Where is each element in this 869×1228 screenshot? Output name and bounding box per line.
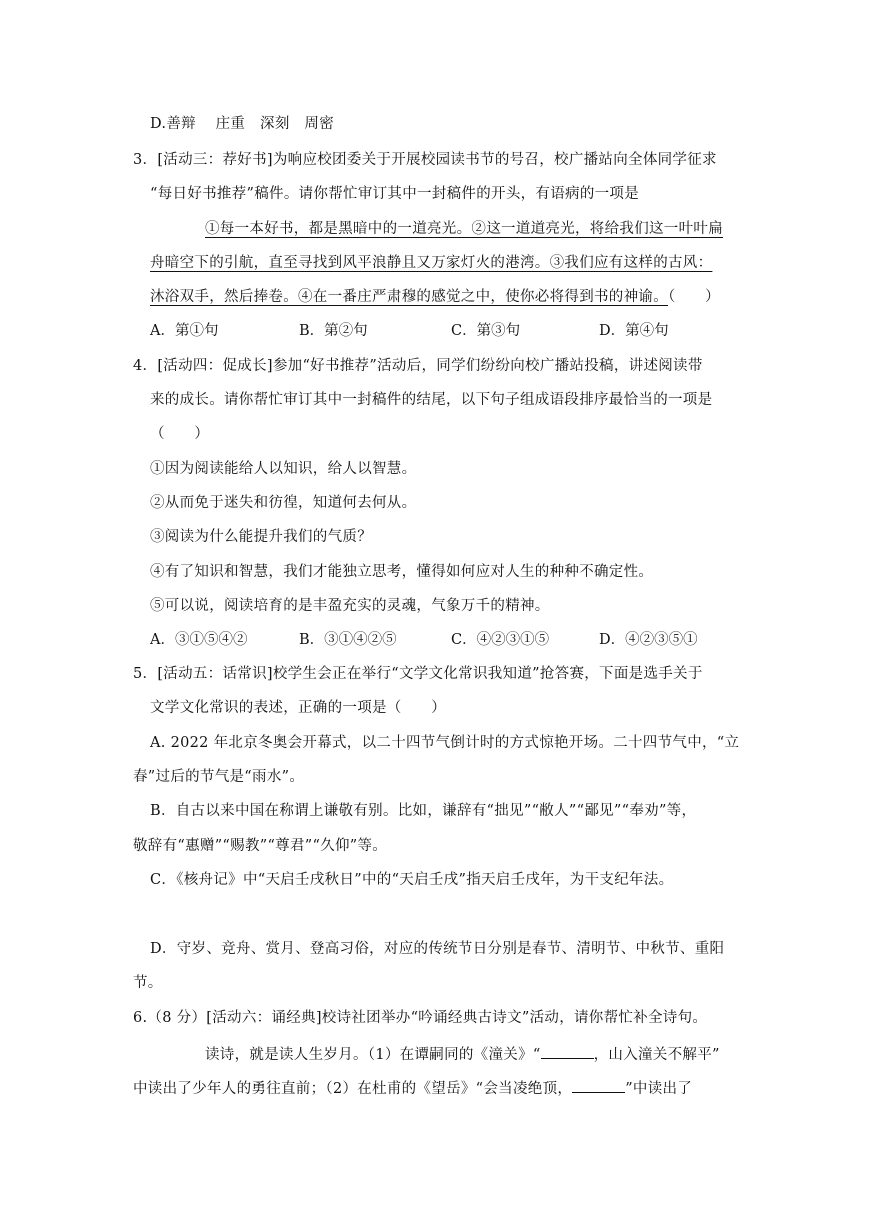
- q4-option-c: C．④②③①⑤: [451, 632, 550, 648]
- q6-prompt-line1: [205, 1042, 720, 1065]
- q3-option-b: B．第②句: [299, 323, 368, 339]
- q5-option-b-line1: B．自古以来中国在称谓上谦敬有别。比如，谦辞有“拙见”“敝人”“鄙见”“奉劝”等，: [150, 803, 697, 819]
- q3-passage-line3: [150, 287, 720, 307]
- q6-prompt-2b: ”中读出了: [625, 1081, 693, 1097]
- q4-option-d: D．④②③⑤①: [599, 632, 698, 648]
- q6-prompt-1a: 读诗，就是读人生岁月。（1）在谭嗣同的《潼关》“: [205, 1047, 541, 1063]
- q4-sentence-2: ②从而免于迷失和彷徨，知道何去何从。: [150, 495, 417, 511]
- q3-option-d: D．第④句: [599, 323, 669, 339]
- q3-passage-line2: 舟暗空下的引航，直至寻找到风平浪静且又万家灯火的港湾。③我们应有这样的古风：: [150, 255, 713, 271]
- q5-option-c: C．《核舟记》中“天启壬戌秋日”中的“天启壬戌”指天启壬戌年，为干支纪年法。: [150, 872, 674, 888]
- q5-option-d-line2: 节。: [133, 975, 163, 991]
- q3-passage-underlined: 沐浴双手，然后捧卷。④在一番庄严肃穆的感觉之中，使你必将得到书的神谕。: [150, 289, 668, 305]
- q6-prompt-2a: 中读出了少年人的勇往直前；（2）在杜甫的《望岳》“会当凌绝顶，: [133, 1081, 573, 1097]
- q3-answer-paren: （ ）: [668, 289, 720, 305]
- q4-stem-line1: 4．[活动四：促成长]参加“好书推荐”活动后，同学们纷纷向校广播站投稿，讲述阅读带: [133, 358, 703, 374]
- q4-sentence-5: ⑤可以说，阅读培育的是丰盈充实的灵魂，气象万千的精神。: [150, 598, 550, 614]
- q5-stem-line2: 文学文化常识的表述，正确的一项是（ ）: [150, 700, 446, 716]
- q6-stem: 6.（8 分）[活动六：诵经典]校诗社团举办“吟诵经典古诗文”活动，请你帮忙补全诗句。: [133, 1010, 708, 1026]
- q3-option-c: C．第③句: [451, 323, 521, 339]
- q3-option-a: A．第①句: [150, 323, 219, 339]
- q5-option-d-line1: D．守岁、竞舟、赏月、登高习俗，对应的传统节日分别是春节、清明节、中秋节、重阳: [150, 941, 725, 957]
- q5-stem-line1: 5．[活动五：话常识]校学生会正在举行“文学文化常识我知道”抢答赛，下面是选手关于: [133, 666, 703, 682]
- q5-option-b-line2: 敬辞有“惠赠”“赐教”“尊君”“久仰”等。: [133, 838, 388, 854]
- q3-passage-line1: ①每一本好书，都是黑暗中的一道亮光。②这一道道亮光，将给我们这一叶叶扁: [205, 221, 723, 237]
- q4-sentence-3: ③阅读为什么能提升我们的气质？: [150, 529, 372, 545]
- q4-answer-paren: （ ）: [150, 426, 210, 442]
- q6-prompt-line2: [133, 1076, 692, 1099]
- q3-stem-line1: 3．[活动三：荐好书]为响应校团委关于开展校园读书节的号召，校广播站向全体同学征求: [133, 152, 717, 168]
- q4-option-a: A．③①⑤④②: [150, 632, 248, 648]
- q4-sentence-4: ④有了知识和智慧，我们才能独立思考，懂得如何应对人生的种种不确定性。: [150, 564, 654, 580]
- answer-blank-1[interactable]: [541, 1042, 594, 1059]
- q5-option-a-line2: 春”过后的节气是“雨水”。: [133, 769, 305, 785]
- q6-prompt-1b: ，山入潼关不解平”: [593, 1047, 720, 1063]
- q3-stem-line2: “每日好书推荐”稿件。请你帮忙审订其中一封稿件的开头，有语病的一项是: [150, 186, 640, 202]
- answer-blank-2[interactable]: [572, 1076, 625, 1093]
- q5-option-a-line1: A. 2022 年北京冬奥会开幕式，以二十四节气倒计时的方式惊艳开场。二十四节气中，“立: [150, 735, 740, 751]
- q4-stem-line2: 来的成长。请你帮忙审订其中一封稿件的结尾，以下句子组成语段排序最恰当的一项是: [150, 392, 713, 408]
- q2-option-d: D.善辩 庄重 深刻 周密: [150, 116, 335, 132]
- q4-option-b: B．③①④②⑤: [299, 632, 397, 648]
- q4-sentence-1: ①因为阅读能给人以知识，给人以智慧。: [150, 461, 417, 477]
